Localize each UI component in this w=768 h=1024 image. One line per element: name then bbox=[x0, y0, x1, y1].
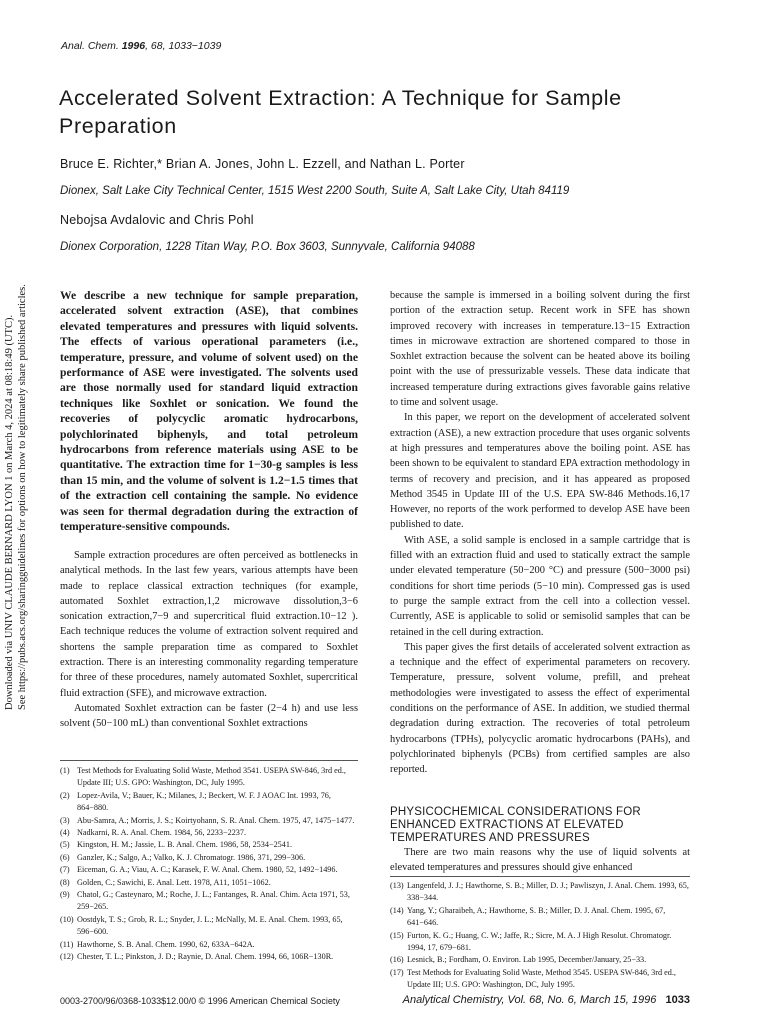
authors-secondary: Nebojsa Avdalovic and Chris Pohl bbox=[60, 213, 254, 227]
reference-item bbox=[60, 839, 358, 851]
reference-number: (9) bbox=[60, 890, 70, 900]
intro-right-column bbox=[390, 288, 690, 778]
reference-item bbox=[390, 905, 690, 930]
reference-number: (5) bbox=[60, 840, 70, 850]
intro-paragraph: With ASE, a solid sample is enclosed in a sample cartridge that is filled with an extraction fluid and used to statically extract the sample under elevated temperature (50−200 °C) and pressure (500−3000 psi) conditions for short time periods (5−10 min). Compressed gas is used to purge the sample extract from the cell into a collection vessel. Currently, ASE is applicable to solid or semisolid samples that can be retained in the cell during extraction. bbox=[390, 534, 690, 638]
journal-name: Anal. Chem. bbox=[61, 40, 119, 52]
journal-reference: Anal. Chem. 1996, 68, 1033−1039 bbox=[61, 40, 222, 52]
reference-item bbox=[60, 815, 358, 827]
reference-number: (1) bbox=[60, 766, 70, 775]
reference-number: (8) bbox=[60, 877, 70, 887]
reference-number: (10) bbox=[60, 914, 74, 924]
references-divider bbox=[60, 760, 358, 761]
page-number: 1033 bbox=[665, 994, 690, 1006]
reference-number: (15) bbox=[390, 930, 404, 940]
section-paragraph-text: There are two main reasons why the use of liquid solvents at elevated temperatures and pressures should give enhanced bbox=[390, 847, 690, 874]
authors-primary: Bruce E. Richter,* Brian A. Jones, John L. Ezzell, and Nathan L. Porter bbox=[60, 157, 465, 171]
references-right bbox=[390, 880, 690, 992]
references-left bbox=[60, 765, 358, 964]
reference-item bbox=[60, 877, 358, 889]
references-divider bbox=[390, 876, 690, 877]
reference-text: Furton, K. G.; Huang, C. W.; Jaffe, R.; Sicre, M. A. J High Resolut. Chromatogr. 1994, 17, 679−681. bbox=[407, 930, 672, 953]
reference-text: Nadkarni, R. A. Anal. Chem. 1984, 56, 2233−2237. bbox=[77, 828, 247, 838]
reference-number: (12) bbox=[60, 952, 74, 962]
intro-left-column bbox=[60, 548, 358, 732]
reference-item bbox=[390, 930, 690, 955]
watermark-sharing-line[interactable]: See https://pubs.acs.org/sharingguidelines for options on how to legitimately share published articles. bbox=[16, 284, 28, 710]
reference-item bbox=[60, 790, 358, 815]
reference-number: (16) bbox=[390, 955, 404, 965]
reference-item bbox=[60, 827, 358, 839]
intro-paragraph: Sample extraction procedures are often perceived as bottlenecks in analytical methods. In the last few years, various attempts have been made to replace classical extraction techniques (for example, automated Soxhlet extraction,1,2 microwave dissolution,3−6 sonication extraction,7−9 and supercritical fluid extraction.10−12 ). Each technique reduces the volume of extraction solvent required and shortens the sample preparation time as compared to Soxhlet extraction. There is an interesting commonality regarding temperature for three of these procedures, namely automated Soxhlet, supercritical fluid extraction (SFE), and microwave extraction. bbox=[60, 550, 358, 699]
affiliation-secondary: Dionex Corporation, 1228 Titan Way, P.O. Box 3603, Sunnyvale, California 94088 bbox=[60, 241, 475, 253]
reference-text: Lopez-Avila, V.; Bauer, K.; Milanes, J.; Beckert, W. F. J AOAC Int. 1993, 76, 864−880. bbox=[77, 790, 331, 813]
reference-number: (3) bbox=[60, 815, 70, 825]
footer-journal bbox=[403, 994, 690, 1006]
reference-text: Test Methods for Evaluating Solid Waste, Method 3545. USEPA SW-846, 3rd ed., Update III; U.S. GPO: Washington, DC, July 1995. bbox=[407, 967, 676, 990]
reference-number: (11) bbox=[60, 939, 74, 949]
reference-text: Oostdyk, T. S.; Grob, R. L.; Snyder, J. L.; McNally, M. E. Anal. Chem. 1993, 65, 596−600. bbox=[77, 914, 343, 937]
reference-item bbox=[60, 914, 358, 939]
intro-paragraph: In this paper, we report on the development of accelerated solvent extraction (ASE), a new extraction procedure that uses organic solvents at high pressures and temperatures above the boiling point. ASE has been shown to be equivalent to standard EPA extraction methodology in terms of recovery and precision, and it has appeared as proposed Method 3545 in Update III of the U.S. EPA SW-846 Methods.16,17 However, no reports of the work performed to develop ASE have been published to date. bbox=[390, 412, 690, 531]
reference-text: Hawthorne, S. B. Anal. Chem. 1990, 62, 633A−642A. bbox=[77, 939, 255, 949]
section-paragraph bbox=[390, 845, 690, 876]
article-title: Accelerated Solvent Extraction: A Technique for Sample Preparation bbox=[59, 86, 622, 138]
reference-text: Chester, T. L.; Pinkston, J. D.; Raynie, D. Anal. Chem. 1994, 66, 106R−130R. bbox=[77, 952, 334, 962]
reference-number: (17) bbox=[390, 967, 404, 977]
reference-item bbox=[60, 889, 358, 914]
reference-text: Abu-Samra, A.; Morris, J. S.; Koirtyohann, S. R. Anal. Chem. 1975, 47, 1475−1477. bbox=[77, 815, 355, 825]
reference-item bbox=[390, 954, 690, 966]
copyright-line: 0003-2700/96/0368-1033$12.00/0 © 1996 American Chemical Society bbox=[60, 996, 340, 1006]
affiliation-primary: Dionex, Salt Lake City Technical Center, 1515 West 2200 South, Suite A, Salt Lake City, Utah 84119 bbox=[60, 185, 570, 197]
reference-text: Chatol, G.; Casteynaro, M.; Roche, J. L.; Fantanges, R. Anal. Chim. Acta 1971, 53, 259−265. bbox=[77, 890, 350, 912]
reference-item bbox=[390, 880, 690, 905]
reference-text: Langenfeld, J. J.; Hawthorne, S. B.; Miller, D. J.; Pawliszyn, J. Anal. Chem. 1993, 65, 338−344. bbox=[407, 881, 689, 903]
reference-item bbox=[60, 852, 358, 864]
reference-text: Ganzler, K.; Salgo, A.; Valko, K. J. Chromatogr. 1986, 371, 299−306. bbox=[77, 852, 306, 862]
journal-volume: 68 bbox=[150, 40, 163, 52]
reference-item bbox=[60, 864, 358, 876]
reference-text: Kingston, H. M.; Jassie, L. B. Anal. Chem. 1986, 58, 2534−2541. bbox=[77, 840, 292, 850]
reference-number: (4) bbox=[60, 828, 70, 838]
reference-item bbox=[390, 967, 690, 992]
reference-item bbox=[60, 951, 358, 963]
reference-item bbox=[60, 765, 358, 790]
reference-number: (6) bbox=[60, 852, 70, 862]
section-heading: PHYSICOCHEMICAL CONSIDERATIONS FOR ENHANCED EXTRACTIONS AT ELEVATED TEMPERATURES AND PRESSURES bbox=[390, 806, 641, 844]
watermark-download-line: Downloaded via UNIV CLAUDE BERNARD LYON 1 on March 4, 2024 at 08:18:49 (UTC). bbox=[4, 314, 15, 710]
reference-item bbox=[60, 939, 358, 951]
reference-number: (2) bbox=[60, 790, 70, 800]
journal-year: 1996 bbox=[121, 40, 146, 52]
reference-text: Eiceman, G. A.; Viau, A. C.; Karasek, F. W. Anal. Chem. 1980, 52, 1492−1496. bbox=[77, 865, 338, 875]
journal-pages: 1033−1039 bbox=[168, 40, 222, 52]
intro-paragraph: This paper gives the first details of accelerated solvent extraction as a technique and the effect of experimental parameters on recovery. Temperature, pressure, solvent volume, prefill, and preheat methodologies were investigated to assess the effect of experimental conditions on the performance of ASE. In addition, we studied thermal degradation during extraction. The recoveries of total petroleum hydrocarbons (TPHs), polycyclic aromatic hydrocarbons (PAHs), and polychlorinated biphenyls (PCBs) from certified samples are also reported. bbox=[390, 641, 690, 776]
reference-text: Golden, C.; Sawichi, E. Anal. Lett. 1978, A11, 1051−1062. bbox=[77, 877, 271, 887]
reference-number: (14) bbox=[390, 905, 404, 915]
intro-paragraph: Automated Soxhlet extraction can be faster (2−4 h) and use less solvent (50−100 mL) than conventional Soxhlet extractions bbox=[60, 702, 358, 730]
intro-paragraph: because the sample is immersed in a boiling solvent during the first portion of the extraction setup. Recent work in SFE has shown improved recovery with increases in temperature.13−15 Extraction times in microwave extraction are shortened compared to those in Soxhlet extraction because the solvent can be heated above its boiling point with the use of pressurizable vessels. These data indicate that increased temperature during extractions gives favorable gains relative to time and solvent usage. bbox=[390, 290, 690, 409]
reference-number: (7) bbox=[60, 865, 70, 875]
reference-text: Yang, Y.; Gharaibeh, A.; Hawthorne, S. B.; Miller, D. J. Anal. Chem. 1995, 67, 641−646. bbox=[407, 905, 666, 928]
abstract: We describe a new technique for sample preparation, accelerated solvent extraction (ASE), that combines elevated temperatures and pressures with liquid solvents. The effects of various operational parameters (i.e., temperature, pressure, and volume of solvent used) on the performance of ASE were investigated. The solvents used are those normally used for standard liquid extraction techniques like Soxhlet or sonication. We found the recoveries of polycyclic aromatic hydrocarbons, polychlorinated biphenyls, and total petroleum hydrocarbons from reference materials using ASE to be quantitative. The extraction time for 1−30-g samples is less than 15 min, and the volume of solvent is 1.2−1.5 times that of the extraction cell containing the sample. No evidence was seen for thermal degradation during the extraction of temperature-sensitive compounds. bbox=[60, 289, 358, 534]
footer-journal-issue: Analytical Chemistry, Vol. 68, No. 6, March 15, 1996 bbox=[402, 994, 657, 1006]
reference-text: Test Methods for Evaluating Solid Waste, Method 3541. USEPA SW-846, 3rd ed., Update III; U.S. GPO: Washington, DC, July 1995. bbox=[77, 766, 346, 788]
reference-number: (13) bbox=[390, 881, 404, 890]
reference-text: Lesnick, B.; Fordham, O. Environ. Lab 1995, December/January, 25−33. bbox=[407, 955, 647, 965]
